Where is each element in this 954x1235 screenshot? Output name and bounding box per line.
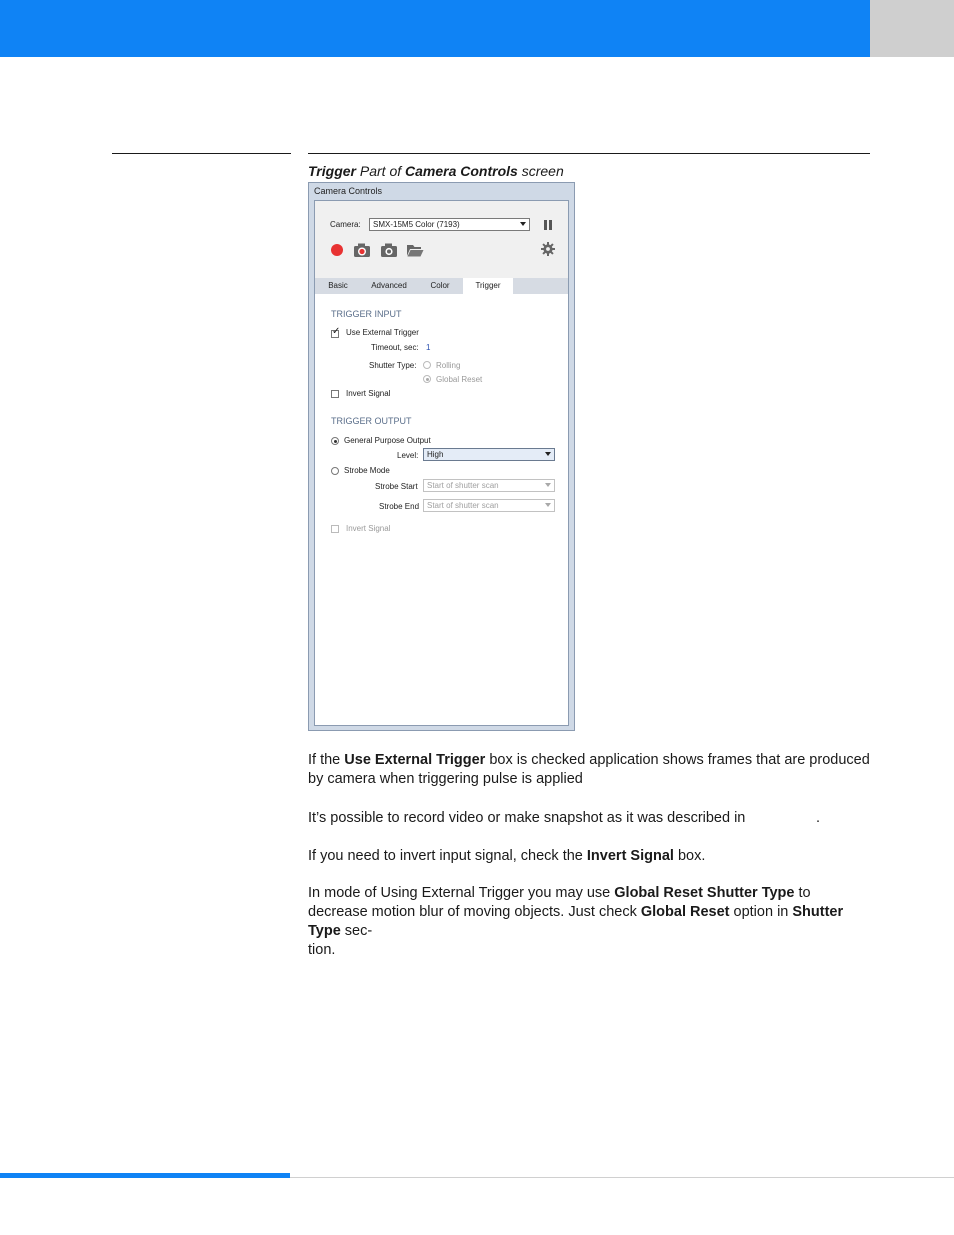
tab-basic[interactable]: Basic — [328, 281, 348, 290]
rule-right — [308, 153, 870, 154]
para1-text-a: If the — [308, 752, 345, 768]
shutter-rolling-label: Rolling — [436, 361, 461, 370]
invert-output-signal-checkbox[interactable] — [331, 525, 339, 533]
folder-open-icon[interactable] — [406, 242, 424, 258]
shutter-rolling-radio[interactable] — [423, 361, 431, 369]
strobe-mode-radio[interactable] — [331, 467, 339, 475]
level-dropdown[interactable] — [423, 448, 555, 461]
pause-icon[interactable] — [543, 220, 553, 230]
invert-input-signal-label: Invert Signal — [346, 389, 391, 398]
window-client — [314, 200, 569, 726]
radio-selected-dot — [334, 440, 337, 443]
shutter-type-label: Shutter Type: — [369, 361, 417, 370]
general-purpose-output-label: General Purpose Output — [344, 436, 431, 445]
para2-text: It’s possible to record video or make snapshot as it was described in — [308, 810, 746, 826]
paragraph-record-video — [308, 809, 870, 828]
camera-select-value: SMX-15M5 Color (7193) — [373, 220, 460, 229]
general-purpose-output-radio[interactable] — [331, 437, 339, 445]
para4-bold-global-reset: Global Reset — [640, 904, 730, 920]
paragraph-external-trigger — [308, 751, 870, 789]
tab-trigger[interactable]: Trigger — [463, 278, 513, 294]
para4-text-h: tion. — [308, 942, 336, 958]
tab-bar — [315, 278, 568, 294]
para4-text-a: In mode of Using External Trigger you may use — [308, 885, 615, 901]
invert-input-signal-checkbox[interactable] — [331, 390, 339, 398]
camera-label: Camera: — [330, 220, 361, 229]
caption-text-end: screen — [517, 163, 564, 179]
record-snapshot-icon[interactable] — [353, 242, 371, 258]
para2-end: . — [816, 810, 821, 826]
footer-rule — [290, 1177, 954, 1178]
tab-color[interactable]: Color — [430, 281, 450, 290]
tab-advanced[interactable]: Advanced — [371, 281, 407, 290]
window-title: Camera Controls — [314, 186, 383, 196]
para4-text-c: to decrease motion blur of moving objects. Just check — [308, 885, 811, 920]
strobe-end-dropdown[interactable] — [423, 499, 555, 512]
timeout-label: Timeout, sec: — [371, 343, 419, 352]
strobe-start-label: Strobe Start — [375, 482, 418, 491]
caption-text: Part of — [355, 163, 406, 179]
strobe-start-dropdown[interactable] — [423, 479, 555, 492]
use-external-trigger-checkbox[interactable] — [331, 326, 341, 338]
camera-select[interactable] — [369, 218, 530, 231]
use-external-trigger-label: Use External Trigger — [346, 328, 419, 337]
settings-gear-icon[interactable] — [541, 242, 555, 256]
para1-bold: Use External Trigger — [344, 752, 486, 768]
para4-bold-shutter-type-section: Shutter Type — [308, 904, 844, 939]
rule-left — [112, 153, 291, 154]
para4-bold-shutter-type: Global Reset Shutter Type — [614, 885, 795, 901]
chevron-down-icon — [545, 452, 551, 456]
shutter-global-radio[interactable] — [423, 375, 431, 383]
chevron-down-icon — [520, 222, 526, 226]
record-icon[interactable] — [331, 244, 343, 256]
strobe-start-value: Start of shutter scan — [427, 481, 499, 490]
trigger-input-heading: TRIGGER INPUT — [331, 309, 402, 319]
trigger-output-heading: TRIGGER OUTPUT — [331, 416, 412, 426]
level-label: Level: — [397, 451, 419, 460]
paragraph-invert-signal — [308, 847, 870, 866]
radio-selected-dot — [426, 378, 429, 381]
chevron-down-icon — [545, 483, 551, 487]
invert-output-signal-label: Invert Signal — [346, 524, 391, 533]
checkmark-icon: ✓ — [332, 326, 341, 337]
footer-accent-bar — [0, 1173, 290, 1178]
para3-text-a: If you need to invert input signal, check the — [308, 848, 587, 864]
para1-text-c: box is checked application shows frames that are produced by camera when triggering pulse is applied — [308, 752, 870, 787]
strobe-end-value: Start of shutter scan — [427, 501, 499, 510]
paragraph-global-reset — [308, 884, 870, 960]
para3-bold: Invert Signal — [586, 848, 674, 864]
strobe-end-label: Strobe End — [379, 502, 420, 511]
camera-snapshot-icon[interactable] — [380, 242, 398, 258]
para4-text-e: option in — [729, 904, 793, 920]
caption-bold-trigger: Trigger — [308, 163, 356, 179]
header-bar — [0, 0, 870, 57]
para3-text-c: box. — [673, 848, 706, 864]
shutter-global-label: Global Reset — [436, 375, 483, 384]
level-value: High — [427, 450, 444, 459]
header-page-tab — [870, 0, 954, 57]
timeout-value[interactable]: 1 — [426, 343, 431, 352]
para4-text-g: sec- — [340, 923, 373, 939]
caption-bold-camera-controls: Camera Controls — [405, 163, 518, 179]
figure-caption — [308, 163, 564, 179]
camera-controls-window — [308, 182, 575, 731]
strobe-mode-label: Strobe Mode — [344, 466, 390, 475]
chevron-down-icon — [545, 503, 551, 507]
